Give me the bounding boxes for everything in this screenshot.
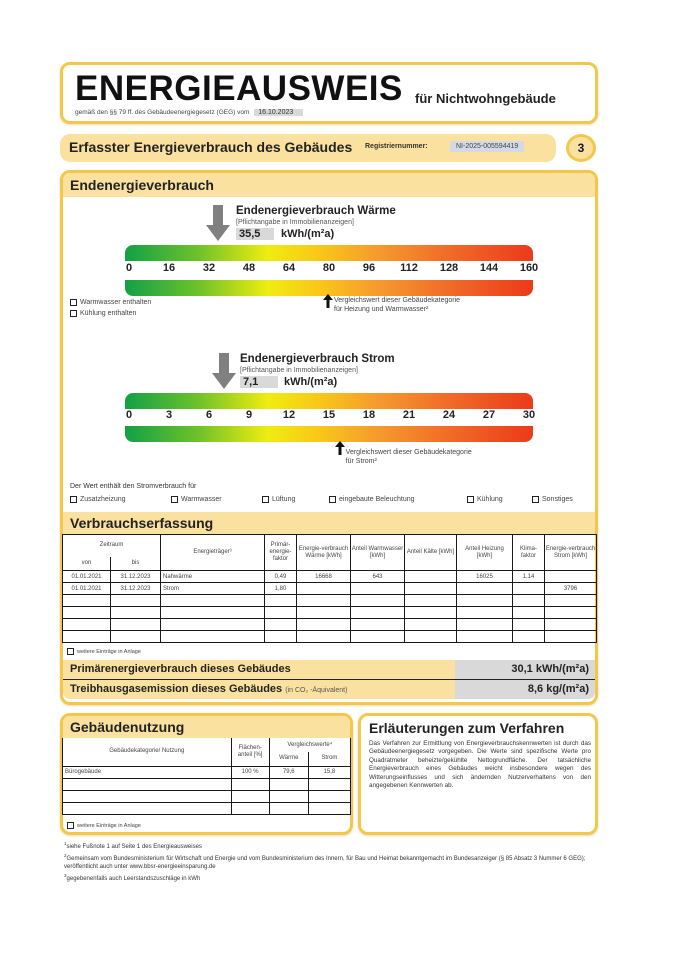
table-cell [457, 631, 513, 643]
table-cell [111, 607, 161, 619]
document-subtitle: für Nichtwohngebäude [415, 91, 556, 106]
checkbox[interactable] [329, 496, 336, 503]
power-scale-bar-bottom [125, 426, 533, 442]
section-title: Erfasster Energieverbrauch des Gebäudes [69, 139, 353, 155]
header-anteil-warmwasser: Anteil Warmwasser [kWh] [351, 535, 405, 571]
table-cell [351, 619, 405, 631]
table-cell [111, 631, 161, 643]
header-bis: bis [111, 557, 161, 571]
checkbox-sonstiges[interactable]: Sonstiges [532, 496, 573, 503]
table-cell [111, 619, 161, 631]
table-row [63, 766, 351, 778]
law-text: gemäß den §§ 79 ff. des Gebäudeenergiegesetz (GEG) vom [75, 109, 250, 116]
header-zeitraum: Zeitraum [63, 535, 161, 557]
table-cell [297, 619, 351, 631]
table-cell [231, 790, 269, 802]
table-cell [231, 802, 269, 814]
table-cell [161, 631, 265, 643]
table-cell [405, 619, 457, 631]
table-cell [457, 583, 513, 595]
erlaeuterungen-title: Erläuterungen zum Verfahren [369, 720, 565, 736]
table-row [63, 802, 351, 814]
heat-value-arrow-icon [206, 205, 230, 241]
power-value-arrow-icon [212, 353, 236, 389]
table-cell [297, 631, 351, 643]
table-cell [351, 583, 405, 595]
table-cell: 15,8 [308, 766, 350, 778]
checkbox-warmwasser[interactable]: Warmwasser [171, 496, 222, 503]
table-cell [161, 619, 265, 631]
checkbox-weitere-eintraege-nutzung[interactable]: weitere Einträge in Anlage [67, 822, 141, 829]
table-cell: Strom [161, 583, 265, 595]
registration-number: NI-2025-005594419 [450, 141, 524, 152]
power-scale-bar-top [125, 393, 533, 409]
scale-tick-label: 15 [322, 409, 336, 421]
erlaeuterungen-section [358, 713, 598, 835]
table-row [63, 607, 597, 619]
nutzung-title-band [63, 716, 350, 738]
endenergie-title-band [63, 173, 595, 197]
power-note: [Pflichtangabe in Immobilienanzeigen] [240, 367, 358, 374]
registration-label: Registriernummer: [365, 143, 428, 150]
ghg-emission-label: Treibhausgasemission dieses Gebäudes (in CO₂ -Äquivalent) [70, 683, 348, 695]
verbrauch-title-band [63, 512, 595, 534]
table-cell: 0,49 [265, 571, 297, 583]
power-comparison-arrow-icon [335, 441, 345, 455]
table-cell [63, 802, 232, 814]
scale-tick-label: 18 [362, 409, 376, 421]
checkbox-lueftung[interactable]: Lüftung [262, 496, 295, 503]
law-date: 16.10.2023 [254, 109, 303, 116]
power-unit: kWh/(m²a) [284, 376, 338, 388]
header-vergleichswerte: Vergleichswerte⁴ [269, 738, 350, 752]
scale-tick-label: 27 [482, 409, 496, 421]
table-cell [265, 607, 297, 619]
checkbox-beleuchtung[interactable]: eingebaute Beleuchtung [329, 496, 415, 503]
table-cell [545, 631, 597, 643]
table-cell [265, 631, 297, 643]
table-cell: 3796 [545, 583, 597, 595]
scale-tick-label: 96 [362, 262, 376, 274]
header-flaechenanteil: Flächen-anteil [%] [231, 738, 269, 766]
footnotes [64, 840, 594, 883]
table-cell [405, 571, 457, 583]
checkbox-warmwasser-enthalten[interactable]: Warmwasser enthalten [70, 299, 151, 306]
scale-tick-label: 30 [522, 409, 536, 421]
primary-energy-value: 30,1 kWh/(m²a) [455, 660, 595, 679]
table-cell [231, 778, 269, 790]
scale-tick-label: 21 [402, 409, 416, 421]
footnote: $^3$gegebenenfalls auch Leerstandszuschläge in kWh [64, 872, 201, 882]
heat-title: Endenergieverbrauch Wärme [236, 205, 396, 217]
checkbox-weitere-eintraege-verbrauch[interactable]: weitere Einträge in Anlage [67, 648, 141, 655]
scale-tick-label: 80 [322, 262, 336, 274]
checkbox[interactable] [171, 496, 178, 503]
heat-comparison-text: Vergleichswert dieser Gebäudekategorie für Heizung und Warmwasser² [334, 297, 461, 313]
table-cell [308, 802, 350, 814]
checkbox[interactable] [70, 310, 77, 317]
primary-energy-row [63, 660, 595, 680]
document-title: ENERGIEAUSWEIS [75, 69, 403, 108]
table-row [63, 595, 597, 607]
table-cell [513, 595, 545, 607]
usage-rows [63, 766, 351, 814]
scale-tick-label: 32 [202, 262, 216, 274]
table-cell [161, 595, 265, 607]
table-cell [308, 778, 350, 790]
ghg-emission-value: 8,6 kg/(m²a) [455, 680, 595, 699]
table-cell [269, 802, 308, 814]
scale-tick-label: 160 [519, 262, 539, 274]
checkbox[interactable] [67, 648, 74, 655]
table-cell [545, 619, 597, 631]
gebaeudenutzung-section [60, 713, 353, 835]
table-cell: 31.12.2023 [111, 583, 161, 595]
nutzung-title: Gebäudenutzung [70, 719, 185, 735]
table-cell [297, 583, 351, 595]
header-strom: Strom [308, 752, 350, 766]
table-cell [63, 778, 232, 790]
consumption-rows [63, 571, 597, 643]
header-verbrauch-waerme: Energie-verbrauch Wärme [kWh] [297, 535, 351, 571]
erlaeuterungen-text: Das Verfahren zur Ermittlung von Energieverbrauchskennwerten ist durch das Gebäudeenergiegesetz vorgegeben. Die Werte sind spezifische Werte pro Quadratmeter beheizte/gekühlte Nettogrundfläche. Der tatsächliche Energieverbrauch eines Gebäudes weicht insbesondere wegen des Witterungseinflusses und sich ändernden Nutzerverhaltens von den angegebenen Kennwerten ab. [369, 740, 591, 790]
checkbox[interactable] [262, 496, 269, 503]
table-cell: 01.01.2021 [63, 583, 111, 595]
header-energietraeger: Energieträger³ [161, 535, 265, 571]
checkbox[interactable] [70, 299, 77, 306]
scale-tick-label: 6 [205, 409, 213, 421]
table-cell [63, 595, 111, 607]
heat-value: 35,5 [236, 228, 274, 240]
header-anteil-heizung: Anteil Heizung [kWh] [457, 535, 513, 571]
scale-tick-label: 12 [282, 409, 296, 421]
table-cell [457, 595, 513, 607]
table-cell: 1,14 [513, 571, 545, 583]
table-cell [513, 619, 545, 631]
table-cell [269, 778, 308, 790]
scale-tick-label: 64 [282, 262, 296, 274]
checkbox[interactable] [70, 496, 77, 503]
table-cell [308, 790, 350, 802]
law-reference [75, 109, 303, 116]
footnote: $^1$siehe Fußnote 1 auf Seite 1 des Energieausweises [64, 841, 202, 850]
header-klimafaktor: Klima-faktor [513, 535, 545, 571]
heat-comparison-arrow-icon [323, 294, 333, 308]
table-cell: 643 [351, 571, 405, 583]
table-cell: 1,80 [265, 583, 297, 595]
table-row [63, 790, 351, 802]
header-von: von [63, 557, 111, 571]
scale-tick-label: 112 [400, 262, 418, 274]
table-cell [265, 619, 297, 631]
header-kategorie: Gebäudekategorie/ Nutzung [63, 738, 232, 766]
table-cell [265, 595, 297, 607]
scale-tick-label: 9 [245, 409, 253, 421]
scale-tick-label: 128 [439, 262, 459, 274]
power-value: 7,1 [240, 376, 278, 388]
table-cell [269, 790, 308, 802]
table-cell [457, 619, 513, 631]
consumption-table [62, 534, 597, 643]
ghg-emission-row [63, 680, 595, 699]
table-cell [351, 595, 405, 607]
header-primaerenergiefaktor: Primär-energie-faktor [265, 535, 297, 571]
table-cell [111, 595, 161, 607]
primary-energy-label: Primärenergieverbrauch dieses Gebäudes [70, 663, 291, 675]
table-row [63, 583, 597, 595]
table-cell [513, 631, 545, 643]
table-row [63, 571, 597, 583]
table-row [63, 619, 597, 631]
table-cell: 100 % [231, 766, 269, 778]
page-number-badge: 3 [566, 134, 596, 162]
heat-scale-bar-top [125, 245, 533, 261]
table-cell [405, 583, 457, 595]
table-cell [513, 607, 545, 619]
table-cell [297, 595, 351, 607]
section-header [60, 134, 556, 162]
verbrauchserfassung-section [60, 512, 598, 705]
table-cell [405, 595, 457, 607]
checkbox-kuehlung-enthalten[interactable]: Kühlung enthalten [70, 310, 136, 317]
scale-tick-label: 144 [479, 262, 499, 274]
scale-tick-label: 0 [125, 409, 133, 421]
ghg-emission-note: (in CO₂ -Äquivalent) [285, 687, 348, 694]
table-cell [405, 607, 457, 619]
table-cell: Bürogebäude [63, 766, 232, 778]
table-cell [63, 607, 111, 619]
table-row [63, 631, 597, 643]
scale-tick-label: 16 [162, 262, 176, 274]
table-cell: 16668 [297, 571, 351, 583]
header-anteil-kaelte: Anteil Kälte [kWh] [405, 535, 457, 571]
table-cell [63, 631, 111, 643]
scale-tick-label: 3 [165, 409, 173, 421]
table-cell: Nahwärme [161, 571, 265, 583]
checkbox-kuehlung[interactable]: Kühlung [467, 496, 503, 503]
table-cell [351, 631, 405, 643]
verbrauch-title: Verbrauchserfassung [70, 515, 214, 531]
endenergie-title: Endenergieverbrauch [70, 177, 214, 193]
table-cell [545, 607, 597, 619]
heat-unit: kWh/(m²a) [281, 228, 335, 240]
power-comparison-text: Vergleichswert dieser Gebäudekategorie für Strom² [345, 449, 472, 465]
table-cell [297, 607, 351, 619]
scale-tick-label: 48 [242, 262, 256, 274]
usage-table [62, 738, 351, 815]
table-cell [63, 790, 232, 802]
table-cell [545, 571, 597, 583]
title-box [60, 62, 598, 124]
endenergie-section [60, 170, 598, 512]
checkbox-zusatzheizung[interactable]: Zusatzheizung [70, 496, 126, 503]
table-cell: 79,6 [269, 766, 308, 778]
checkbox[interactable] [467, 496, 474, 503]
table-cell [513, 583, 545, 595]
checkbox[interactable] [67, 822, 74, 829]
header-waerme: Wärme [269, 752, 308, 766]
heat-note: [Pflichtangabe in Immobilienanzeigen] [236, 219, 354, 226]
table-cell [161, 607, 265, 619]
table-cell [405, 631, 457, 643]
header-verbrauch-strom: Energie-verbrauch Strom [kWh] [545, 535, 597, 571]
table-cell [457, 607, 513, 619]
scale-tick-label: 24 [442, 409, 456, 421]
table-cell [63, 619, 111, 631]
power-title: Endenergieverbrauch Strom [240, 353, 395, 365]
power-includes-label: Der Wert enthält den Stromverbrauch für [70, 483, 197, 490]
scale-tick-label: 0 [125, 262, 133, 274]
table-cell [351, 607, 405, 619]
table-cell: 31.12.2023 [111, 571, 161, 583]
checkbox[interactable] [532, 496, 539, 503]
table-cell: 16025 [457, 571, 513, 583]
table-cell: 01.01.2021 [63, 571, 111, 583]
table-row [63, 778, 351, 790]
footnote: $^2$Gemeinsam vom Bundesministerium für Wirtschaft und Energie und vom Bundesministerium des Innern, für Bau und Heimat bekanntgemacht im Bundesanzeiger (§ 85 Absatz 3 Nummer 6 GEG); veröffentlicht auch unter www.bbsr-energieeinsparung.de [64, 852, 586, 871]
table-cell [545, 595, 597, 607]
